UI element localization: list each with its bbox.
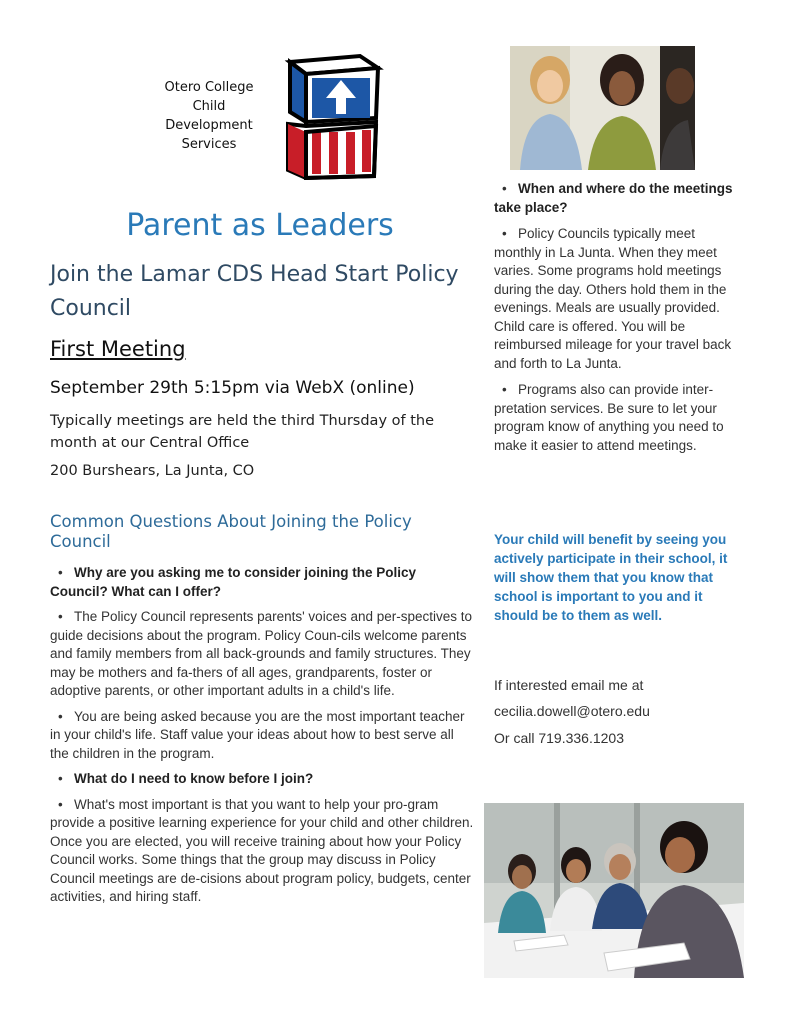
logo-line: Otero College bbox=[164, 80, 254, 95]
logo-line: Development bbox=[165, 118, 253, 133]
meeting-schedule: Typically meetings are held the third Thursday of the month at our Central Office bbox=[50, 413, 435, 451]
faq-answer: • The Policy Council represents parents' voices and per-spectives to guide decisions about the program. Policy Coun-cils welcome parents and family members from all back-grounds and family structures. They may be mothers and fa-thers of all ages, grandparents, foster or adoptive parents, or other important adults in a child's life. bbox=[50, 609, 473, 698]
bullet-icon: • bbox=[58, 796, 63, 812]
meeting-address: 200 Burshears, La Junta, CO bbox=[50, 463, 255, 479]
faq-heading: Common Questions About Joining the Policy Council bbox=[50, 512, 412, 551]
logo-text bbox=[156, 78, 262, 154]
parents-talking-photo bbox=[510, 46, 695, 170]
bullet-icon: • bbox=[502, 181, 507, 196]
faq-question: • When and where do the meetings take place? bbox=[494, 181, 733, 215]
contact-intro: If interested email me at bbox=[494, 677, 644, 693]
logo-line: Services bbox=[181, 137, 237, 152]
bullet-icon: • bbox=[58, 609, 63, 624]
faq-question: • What do I need to know before I join? bbox=[50, 770, 475, 789]
bullet-icon: • bbox=[502, 382, 507, 397]
meeting-date: September 29th 5:15pm via WebX (online) bbox=[50, 378, 415, 398]
first-meeting-heading: First Meeting bbox=[50, 337, 186, 361]
page-subtitle: Join the Lamar CDS Head Start Policy Council bbox=[50, 262, 459, 321]
faq-list bbox=[50, 564, 475, 914]
faq-answer: • Programs also can provide inter-pretation services. Be sure to let your program know of anything you need to make it easier to attend meetings. bbox=[494, 382, 724, 453]
bullet-icon: • bbox=[58, 565, 63, 580]
faq-answer: • Policy Councils typically meet monthly in La Junta. When they meet varies. Some programs hold meetings during the day. Others hold them in the evenings. Meals are usually provided. Child care is offered. You will be reimbursed mileage for your travel back and forth to La Junta. bbox=[494, 226, 732, 371]
right-faq-list bbox=[494, 180, 744, 463]
otero-cds-logo bbox=[128, 46, 428, 184]
bullet-icon: • bbox=[58, 708, 63, 724]
faq-answer: • You are being asked because you are the most important teacher in your child's life. Staff value your ideas about how to best serve all the children in the program. bbox=[50, 708, 465, 761]
benefit-callout: Your child will benefit by seeing you actively participate in their school, it will show them that you know that school is important to you and it should be to them as well. bbox=[494, 532, 728, 623]
council-meeting-photo bbox=[484, 803, 744, 978]
faq-question: • Why are you asking me to consider joining the Policy Council? What can I offer? bbox=[50, 565, 417, 599]
logo-line: Child bbox=[192, 99, 226, 114]
contact-phone: Or call 719.336.1203 bbox=[494, 730, 624, 746]
building-blocks-icon bbox=[276, 52, 386, 182]
page-title: Parent as Leaders bbox=[126, 208, 394, 243]
contact-email-link[interactable]: cecilia.dowell@otero.edu bbox=[494, 703, 650, 719]
faq-answer: • What's most important is that you want to help your pro-gram provide a positive learning experience for your child and other children. Once you are elected, you will receive training about how your Policy Council works. Some things that the group may discuss in Policy Council meetings are de-cisions about program policy, budgets, center activities, and hiring staff. bbox=[50, 796, 474, 904]
bullet-icon: • bbox=[502, 226, 507, 241]
bullet-icon: • bbox=[58, 771, 63, 786]
